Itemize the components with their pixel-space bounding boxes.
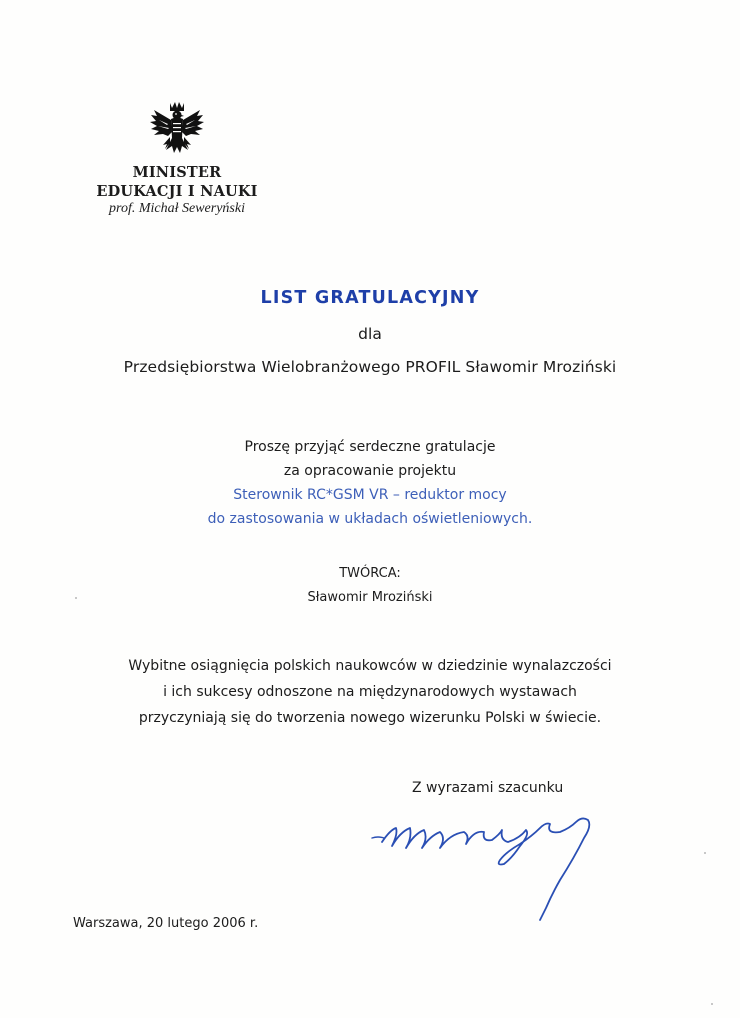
paper-speck bbox=[75, 597, 77, 599]
creator-block bbox=[0, 562, 740, 610]
recipient-name: Przedsiębiorstwa Wielobranżowego PROFIL Sławomir Mroziński bbox=[123, 358, 617, 376]
congrats-line: Proszę przyjąć serdeczne gratulacje bbox=[244, 439, 496, 455]
minister-name: prof. Michał Seweryński bbox=[109, 201, 245, 216]
congrats-line: za opracowanie projektu bbox=[283, 463, 457, 479]
for-word: dla bbox=[358, 325, 382, 343]
paper-speck bbox=[711, 1003, 713, 1005]
letter-title: LIST GRATULACYJNY bbox=[260, 288, 480, 308]
closing-paragraph bbox=[0, 653, 740, 731]
place-and-date: Warszawa, 20 lutego 2006 r. bbox=[73, 916, 259, 931]
minister-title-line2: EDUKACJI I NAUKI bbox=[96, 183, 258, 200]
regards-text: Z wyrazami szacunku bbox=[412, 780, 564, 796]
project-name-line: do zastosowania w układach oświetleniowych. bbox=[207, 511, 533, 527]
project-name-line: Sterownik RC*GSM VR – reduktor mocy bbox=[233, 487, 507, 503]
polish-eagle-emblem-icon bbox=[148, 100, 206, 162]
paper-speck bbox=[704, 852, 706, 854]
letterhead bbox=[92, 100, 262, 217]
closing-line: Wybitne osiągnięcia polskich naukowców w dziedzinie wynalazczości bbox=[128, 658, 612, 674]
handwritten-signature-icon bbox=[370, 808, 630, 928]
closing-line: przyczyniają się do tworzenia nowego wizerunku Polski w świecie. bbox=[138, 710, 602, 726]
congratulations-block bbox=[0, 435, 740, 531]
creator-name: Sławomir Mroziński bbox=[307, 590, 433, 605]
creator-label: TWÓRCA: bbox=[339, 566, 401, 581]
minister-title-line1: MINISTER bbox=[132, 164, 222, 181]
closing-line: i ich sukcesy odnoszone na międzynarodowych wystawach bbox=[163, 684, 577, 700]
